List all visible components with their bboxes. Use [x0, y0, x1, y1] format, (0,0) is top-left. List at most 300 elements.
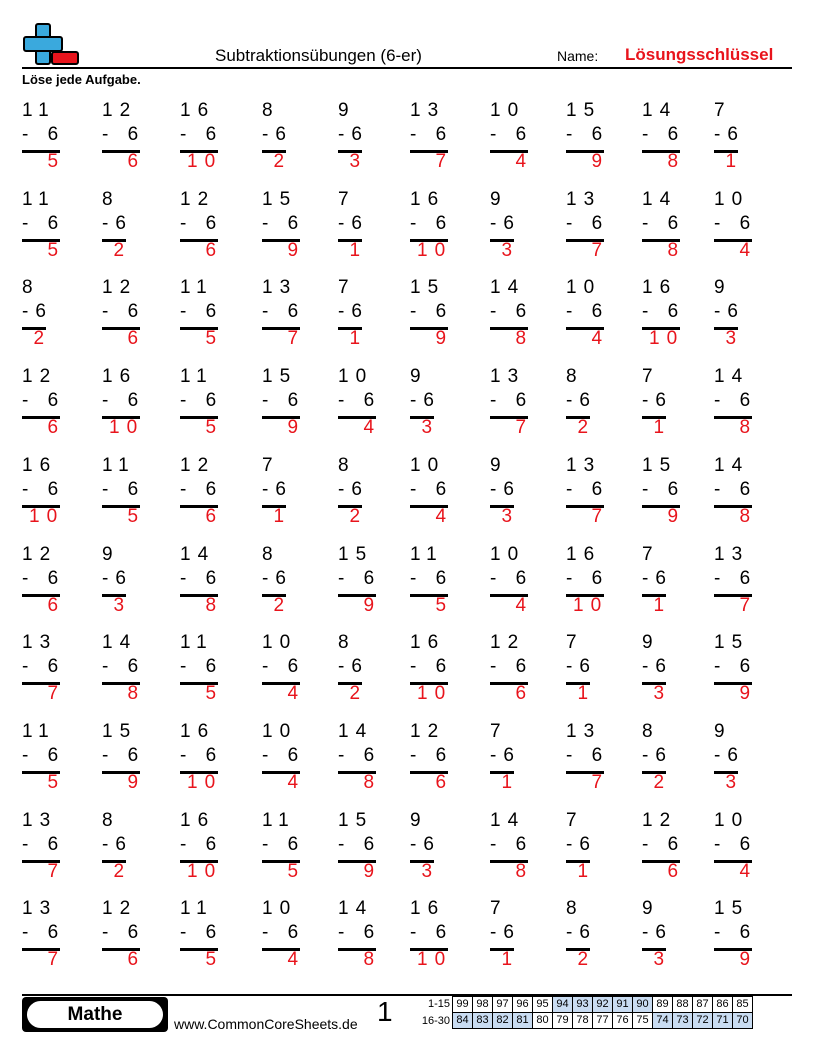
problem-item	[566, 894, 630, 976]
subtrahend-line	[262, 922, 305, 944]
score-cell: 90	[633, 997, 653, 1013]
minus-sign: -	[642, 567, 656, 589]
minus-sign: -	[22, 390, 48, 412]
minuend: 11	[180, 366, 214, 388]
subtrahend-line	[22, 568, 65, 590]
minus-sign: -	[642, 212, 668, 234]
minuend: 16	[410, 188, 446, 210]
subtrahend-line	[410, 834, 441, 856]
minuend: 15	[338, 809, 374, 831]
subtrahend-line	[490, 390, 533, 412]
problem-item	[566, 451, 630, 533]
answer-value: 4	[739, 239, 758, 261]
minus-sign: -	[180, 656, 206, 678]
problem-item	[180, 540, 244, 622]
minus-sign: -	[338, 212, 352, 234]
problem-item	[642, 540, 706, 622]
answer-value: 7	[739, 594, 758, 616]
minus-sign: -	[490, 744, 504, 766]
minus-sign: -	[566, 567, 592, 589]
minuend: 15	[338, 543, 374, 565]
score-cell: 98	[473, 997, 493, 1013]
subtrahend: 6	[363, 922, 382, 944]
subtrahend-line	[714, 834, 757, 856]
minuend: 14	[642, 100, 678, 121]
answer-value: 1	[577, 860, 596, 882]
subtrahend-line	[566, 390, 597, 412]
problem-item	[714, 273, 778, 355]
problem-item	[338, 540, 402, 622]
minus-sign: -	[566, 478, 592, 500]
answer-value: 3	[421, 417, 440, 439]
subtrahend-line	[566, 656, 597, 678]
answer-value: 9	[363, 860, 382, 882]
minuend: 12	[102, 898, 138, 920]
subtrahend: 6	[127, 478, 146, 500]
answer-value: 2	[577, 949, 596, 971]
minuend: 10	[262, 632, 298, 654]
subtrahend: 6	[287, 656, 306, 678]
subtrahend-line	[102, 301, 145, 323]
subtrahend: 6	[503, 478, 521, 500]
minuend: 14	[490, 809, 526, 831]
problem-item	[566, 628, 630, 710]
subtrahend-line	[566, 479, 609, 501]
problem-item	[566, 362, 630, 444]
minus-sign: -	[714, 744, 728, 766]
answer-value: 10	[573, 594, 609, 616]
minuend: 13	[566, 454, 602, 476]
score-cell: 71	[713, 1013, 733, 1029]
subtrahend: 6	[655, 390, 673, 412]
subtrahend: 6	[739, 567, 758, 589]
problem-item	[262, 362, 326, 444]
minus-sign: -	[262, 656, 288, 678]
problem-item	[102, 96, 166, 178]
subtrahend: 6	[591, 744, 610, 766]
minus-sign: -	[262, 833, 288, 855]
minuend: 11	[262, 809, 296, 831]
subtrahend-line	[22, 745, 65, 767]
minuend: 16	[410, 632, 446, 654]
problem-item	[490, 273, 554, 355]
page-number: 1	[377, 996, 393, 1027]
problem-item	[180, 273, 244, 355]
subtrahend-line	[180, 301, 223, 323]
answer-value: 8	[515, 860, 534, 882]
minus-sign: -	[566, 301, 592, 323]
minus-sign: -	[338, 301, 352, 323]
minus-sign: -	[410, 922, 436, 944]
minus-sign: -	[102, 922, 128, 944]
subtrahend-line	[102, 213, 133, 235]
answer-value: 2	[349, 683, 368, 705]
minuend: 8	[102, 188, 120, 210]
minuend: 13	[262, 277, 298, 299]
minuend: 8	[642, 720, 660, 742]
problem-item	[490, 451, 554, 533]
subtrahend: 6	[287, 833, 306, 855]
problem-item	[262, 451, 326, 533]
site-url: www.CommonCoreSheets.de	[174, 1016, 358, 1032]
answer-value: 7	[591, 239, 610, 261]
problem-item	[22, 717, 86, 799]
minus-sign: -	[642, 656, 656, 678]
subtrahend-line	[338, 213, 369, 235]
minuend: 16	[180, 720, 216, 742]
problem-item	[410, 717, 474, 799]
minus-sign: -	[262, 478, 276, 500]
subtrahend: 6	[115, 212, 133, 234]
minus-sign: -	[22, 833, 48, 855]
name-value: Lösungsschlüssel	[625, 45, 774, 64]
subtrahend: 6	[115, 567, 133, 589]
subtrahend-line	[180, 745, 223, 767]
minus-sign: -	[490, 922, 504, 944]
minuend: 7	[566, 632, 584, 654]
subtrahend: 6	[127, 656, 146, 678]
score-labels	[414, 996, 450, 1030]
subtrahend-line	[642, 124, 685, 146]
subtrahend-line	[22, 124, 65, 146]
minus-sign: -	[566, 922, 580, 944]
score-cell: 97	[493, 997, 513, 1013]
problem-item	[490, 362, 554, 444]
problem-item	[338, 451, 402, 533]
minuend: 12	[642, 809, 678, 831]
answer-value: 7	[591, 771, 610, 793]
minus-sign: -	[642, 124, 668, 145]
subtrahend-line	[714, 301, 745, 323]
minus-sign: -	[102, 567, 116, 589]
answer-value: 6	[205, 239, 224, 261]
subtrahend: 6	[515, 567, 534, 589]
score-cell: 86	[713, 997, 733, 1013]
minus-sign: -	[410, 567, 436, 589]
answer-value: 7	[47, 949, 66, 971]
subtrahend-line	[338, 124, 369, 146]
minus-sign: -	[22, 124, 48, 145]
minuend: 14	[338, 898, 374, 920]
answer-value: 9	[739, 949, 758, 971]
minus-sign: -	[338, 656, 352, 678]
subtrahend: 6	[591, 124, 610, 145]
answer-value: 5	[47, 151, 66, 172]
subtrahend: 6	[655, 744, 673, 766]
subtrahend-line	[102, 390, 145, 412]
minuend: 8	[22, 277, 40, 299]
subtrahend: 6	[503, 212, 521, 234]
minuend: 11	[22, 188, 56, 210]
subtrahend-line	[642, 656, 673, 678]
minuend: 10	[490, 100, 526, 121]
minus-sign: -	[180, 212, 206, 234]
subtrahend-line	[262, 745, 305, 767]
answer-value: 3	[421, 860, 440, 882]
problem-item	[262, 273, 326, 355]
minuend: 11	[410, 543, 444, 565]
score-row1-label: 1-15	[427, 998, 450, 1010]
problem-item	[642, 628, 706, 710]
subtrahend: 6	[351, 124, 369, 145]
score-row-16-30	[453, 1013, 753, 1029]
answer-value: 3	[113, 594, 132, 616]
answer-value: 2	[653, 771, 672, 793]
answer-value: 10	[417, 949, 453, 971]
subtrahend: 6	[287, 390, 306, 412]
subtrahend-line	[22, 390, 65, 412]
problem-item	[262, 628, 326, 710]
subtrahend-line	[338, 656, 369, 678]
answer-value: 10	[29, 505, 65, 527]
minuend: 10	[566, 277, 602, 299]
minus-sign: -	[714, 922, 740, 944]
subtrahend-line	[490, 301, 533, 323]
minus-sign: -	[22, 744, 48, 766]
minus-sign: -	[180, 567, 206, 589]
subtrahend: 6	[423, 390, 441, 412]
answer-value: 10	[187, 771, 223, 793]
subtrahend-line	[714, 479, 757, 501]
answer-value: 9	[127, 771, 146, 793]
answer-value: 2	[113, 239, 132, 261]
subtrahend-line	[642, 834, 685, 856]
name-label: Name:	[557, 48, 599, 64]
minus-sign: -	[490, 390, 516, 412]
answer-value: 6	[435, 771, 454, 793]
subtrahend: 6	[727, 744, 745, 766]
problem-grid	[22, 96, 782, 976]
answer-value: 8	[739, 505, 758, 527]
subtrahend-line	[566, 213, 609, 235]
minuend: 13	[566, 188, 602, 210]
minus-sign: -	[490, 567, 516, 589]
subtrahend-line	[262, 479, 293, 501]
score-row-1-15	[453, 997, 753, 1013]
answer-value: 2	[577, 417, 596, 439]
subtrahend: 6	[667, 301, 686, 323]
problem-item	[490, 185, 554, 267]
answer-value: 4	[515, 151, 534, 172]
minus-sign: -	[490, 833, 516, 855]
answer-value: 3	[501, 505, 520, 527]
minuend: 8	[338, 454, 356, 476]
answer-value: 7	[287, 328, 306, 350]
subtrahend: 6	[435, 922, 454, 944]
subtrahend: 6	[351, 478, 369, 500]
minuend: 8	[338, 632, 356, 654]
subtrahend: 6	[47, 567, 66, 589]
minuend: 15	[642, 454, 678, 476]
minus-sign: -	[642, 833, 668, 855]
subtrahend-line	[180, 124, 223, 146]
minuend: 11	[180, 898, 214, 920]
score-cell: 84	[453, 1013, 473, 1029]
subtrahend-line	[490, 124, 533, 146]
answer-value: 1	[501, 771, 520, 793]
minuend: 7	[642, 366, 660, 388]
problem-item	[22, 628, 86, 710]
subtrahend-line	[180, 834, 223, 856]
answer-value: 4	[435, 505, 454, 527]
subtrahend-line	[180, 390, 223, 412]
subtrahend-line	[714, 922, 757, 944]
problem-item	[642, 717, 706, 799]
minuend: 12	[22, 543, 58, 565]
minus-sign: -	[566, 124, 592, 145]
minus-sign: -	[566, 390, 580, 412]
problem-item	[714, 628, 778, 710]
subtrahend: 6	[655, 656, 673, 678]
subtrahend-line	[410, 390, 441, 412]
score-cell: 73	[673, 1013, 693, 1029]
problem-item	[180, 96, 244, 178]
subtrahend-line	[338, 301, 369, 323]
subtrahend-line	[180, 656, 223, 678]
minus-sign: -	[490, 656, 516, 678]
answer-value: 10	[417, 683, 453, 705]
minus-sign: -	[102, 390, 128, 412]
problem-item	[410, 628, 474, 710]
answer-value: 6	[47, 594, 66, 616]
answer-value: 3	[501, 239, 520, 261]
subtrahend-line	[22, 301, 53, 323]
subtrahend: 6	[275, 124, 293, 145]
minuend: 7	[714, 100, 732, 121]
subtrahend: 6	[47, 478, 66, 500]
answer-value: 4	[363, 417, 382, 439]
minus-sign: -	[566, 656, 580, 678]
subtrahend: 6	[515, 301, 534, 323]
answer-value: 1	[653, 417, 672, 439]
minus-sign: -	[22, 301, 36, 323]
problem-item	[338, 894, 402, 976]
answer-value: 5	[205, 328, 224, 350]
answer-value: 3	[349, 151, 368, 172]
minus-sign: -	[338, 124, 352, 145]
minuend: 14	[642, 188, 678, 210]
subtrahend-line	[102, 124, 145, 146]
answer-value: 2	[113, 860, 132, 882]
subtrahend-line	[180, 479, 223, 501]
problem-item	[180, 185, 244, 267]
score-cell: 78	[573, 1013, 593, 1029]
score-cell: 80	[533, 1013, 553, 1029]
subtrahend-line	[102, 479, 145, 501]
subtrahend: 6	[515, 656, 534, 678]
problem-item	[714, 451, 778, 533]
minuend: 9	[714, 277, 732, 299]
subtrahend-line	[490, 922, 521, 944]
minus-sign: -	[180, 744, 206, 766]
answer-value: 4	[287, 683, 306, 705]
subtrahend: 6	[435, 656, 454, 678]
header-divider	[22, 67, 792, 69]
subtrahend: 6	[287, 301, 306, 323]
subtrahend-line	[22, 922, 65, 944]
score-cell: 92	[593, 997, 613, 1013]
problem-item	[102, 540, 166, 622]
subtrahend-line	[262, 213, 305, 235]
subtrahend-line	[180, 568, 223, 590]
problem-item	[102, 185, 166, 267]
score-cell: 85	[733, 997, 753, 1013]
minus-sign: -	[22, 656, 48, 678]
score-table	[452, 996, 753, 1029]
problem-item	[102, 894, 166, 976]
answer-value: 7	[47, 683, 66, 705]
minuend: 8	[102, 809, 120, 831]
subtrahend: 6	[739, 656, 758, 678]
problem-item	[410, 540, 474, 622]
subtrahend: 6	[115, 833, 133, 855]
answer-value: 8	[667, 151, 686, 172]
problem-item	[22, 894, 86, 976]
subtrahend-line	[410, 922, 453, 944]
answer-value: 1	[725, 151, 744, 172]
minuend: 14	[714, 366, 750, 388]
subtrahend: 6	[205, 301, 224, 323]
minuend: 13	[714, 543, 750, 565]
subtrahend-line	[410, 479, 453, 501]
minus-sign: -	[262, 390, 288, 412]
subtrahend: 6	[205, 390, 224, 412]
answer-value: 6	[127, 151, 146, 172]
minus-sign: -	[22, 212, 48, 234]
subtrahend-line	[102, 745, 145, 767]
minuend: 13	[566, 720, 602, 742]
subtrahend-line	[490, 568, 533, 590]
minus-sign: -	[490, 301, 516, 323]
subtrahend-line	[642, 922, 673, 944]
minuend: 11	[102, 454, 136, 476]
answer-value: 5	[205, 683, 224, 705]
minus-sign: -	[180, 478, 206, 500]
minuend: 9	[102, 543, 120, 565]
subtrahend-line	[22, 479, 65, 501]
minuend: 15	[262, 188, 298, 210]
subtrahend-line	[180, 213, 223, 235]
score-cell: 88	[673, 997, 693, 1013]
subtrahend: 6	[205, 478, 224, 500]
subtrahend: 6	[205, 212, 224, 234]
answer-value: 10	[109, 417, 145, 439]
answer-value: 9	[287, 239, 306, 261]
answer-value: 6	[127, 949, 146, 971]
subtrahend-line	[490, 479, 521, 501]
answer-value: 1	[349, 328, 368, 350]
minus-sign: -	[410, 390, 424, 412]
answer-value: 7	[47, 860, 66, 882]
minus-sign: -	[410, 212, 436, 234]
minuend: 9	[490, 454, 508, 476]
minus-sign: -	[102, 833, 116, 855]
answer-value: 7	[515, 417, 534, 439]
minuend: 13	[410, 100, 446, 121]
problem-item	[566, 273, 630, 355]
subtrahend: 6	[287, 744, 306, 766]
problem-item	[642, 806, 706, 888]
subtrahend: 6	[363, 567, 382, 589]
problem-item	[490, 894, 554, 976]
subtrahend: 6	[515, 833, 534, 855]
answer-value: 5	[47, 771, 66, 793]
subtrahend-line	[102, 834, 133, 856]
score-cell: 83	[473, 1013, 493, 1029]
answer-value: 2	[273, 151, 292, 172]
subtrahend: 6	[423, 833, 441, 855]
minus-sign: -	[180, 124, 206, 145]
